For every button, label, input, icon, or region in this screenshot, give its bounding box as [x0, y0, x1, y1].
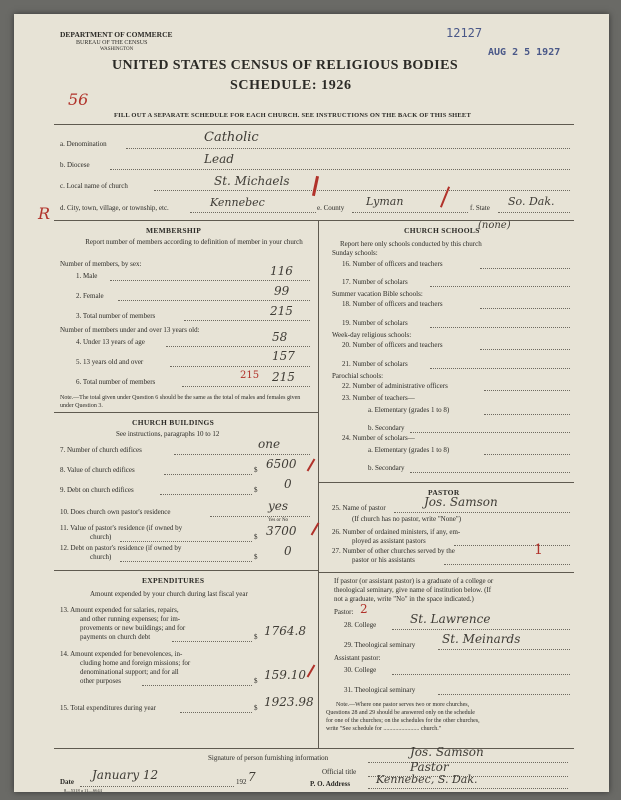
- dotted-line: [184, 320, 310, 321]
- q7-value: one: [258, 437, 281, 451]
- dotted-line: [410, 432, 570, 433]
- buildings-heading: CHURCH BUILDINGS: [132, 418, 215, 427]
- q4-value: 58: [272, 330, 288, 344]
- schools-heading: CHURCH SCHOOLS: [404, 226, 480, 235]
- summer-label: Summer vacation Bible schools:: [332, 290, 423, 298]
- bureau-label: BUREAU OF THE CENSUS: [76, 40, 148, 46]
- q14-label-d: other purposes: [80, 677, 122, 685]
- dotted-line: [80, 786, 234, 787]
- weekday-label: Week-day religious schools:: [332, 331, 412, 339]
- dotted-line: [394, 512, 570, 513]
- q6-value: 215: [272, 370, 295, 384]
- grad-note-c: not a graduate, write "No" in the space indicated.): [334, 595, 474, 603]
- q25-value: Jos. Samson: [424, 495, 498, 509]
- q2-label: 2. Female: [76, 292, 104, 300]
- grad-note-a: If pastor (or assistant pastor) is a graduate of a college or: [334, 577, 494, 585]
- dotted-line: [142, 685, 252, 686]
- q26-label-b: ployed as assistant pastors: [352, 537, 426, 545]
- year-prefix: 192: [236, 778, 247, 786]
- county-value: Lyman: [366, 195, 404, 208]
- q27-label-a: 27. Number of other churches served by the: [332, 547, 455, 555]
- under13-label: Number of members under and over 13 years old:: [60, 326, 200, 334]
- schools-intro: Report here only schools conducted by this church: [340, 240, 482, 248]
- q28-value: St. Lawrence: [410, 612, 491, 626]
- dotted-line: [190, 212, 316, 213]
- form-title: UNITED STATES CENSUS OF RELIGIOUS BODIES: [112, 58, 459, 73]
- dotted-line: [438, 649, 570, 650]
- q14-value: 159.10: [264, 668, 306, 682]
- date-label: Date: [60, 778, 74, 786]
- dollar-sign: $: [254, 533, 258, 541]
- q14-label-c: denominational support; and for all: [80, 668, 179, 676]
- print-code: 8—5318 a 11—6644: [64, 788, 102, 792]
- dotted-line: [172, 641, 252, 642]
- pastor-note-c: for one of the churches; on the schedules for the other churches,: [326, 718, 480, 724]
- dotted-line: [454, 545, 570, 546]
- dotted-line: [410, 472, 570, 473]
- q14-label-a: 14. Amount expended for benevolences, in-: [60, 650, 183, 658]
- signature-label: Signature of person furnishing information: [208, 754, 329, 762]
- pastor-note-a: Note.—Where one pastor serves two or more churches,: [336, 702, 470, 708]
- dotted-line: [126, 148, 570, 149]
- membership-note: Note.—The total given under Question 6 should be the same as the total of males and females given under Question 3.: [60, 395, 301, 409]
- red-check-mark: [307, 664, 316, 677]
- grad-note-b: theological seminary, give name of institution below. (If: [334, 586, 492, 594]
- q3-label: 3. Total number of members: [76, 312, 156, 320]
- q19-label: 19. Number of scholars: [342, 319, 408, 327]
- dotted-line: [170, 366, 310, 367]
- pastor-note-d: write "See schedule for ........................ church.": [326, 726, 442, 732]
- q23b-label: b. Secondary: [368, 424, 405, 432]
- q26-label-a: 26. Number of ordained ministers, if any, em-: [332, 528, 461, 536]
- red-check-mark: [307, 458, 316, 471]
- dotted-line: [182, 386, 310, 387]
- signature-value: Jos. Samson: [410, 745, 484, 759]
- q25-note: (If church has no pastor, write "None"): [352, 515, 462, 523]
- dotted-line: [430, 286, 570, 287]
- q11-label-b: church): [90, 533, 112, 541]
- q8-label: 8. Value of church edifices: [60, 466, 135, 474]
- dollar-sign: $: [254, 553, 258, 561]
- q13-label-b: and other running expenses; for im-: [80, 615, 181, 623]
- red-check-mark: [312, 176, 319, 196]
- rule: [54, 570, 318, 571]
- dotted-line: [120, 541, 252, 542]
- q28-label: 28. College: [344, 621, 377, 629]
- column-divider: [318, 220, 319, 748]
- pastor-sub-label: Pastor:: [334, 608, 354, 616]
- q12-value: 0: [284, 544, 292, 558]
- dotted-line: [110, 280, 310, 281]
- dotted-line: [210, 516, 310, 517]
- yes-no-hint: Yes or No: [268, 518, 289, 523]
- city-label: WASHINGTON: [100, 47, 134, 52]
- dotted-line: [392, 674, 570, 675]
- q13-label-a: 13. Amount expended for salaries, repairs,: [60, 606, 179, 614]
- rule: [54, 412, 318, 413]
- q15-label: 15. Total expenditures during year: [60, 704, 156, 712]
- dotted-line: [438, 694, 570, 695]
- denomination-value: Catholic: [204, 130, 259, 145]
- dotted-line: [430, 327, 570, 328]
- q1-value: 116: [270, 264, 293, 278]
- q20-label: 20. Number of officers and teachers: [342, 341, 443, 349]
- q18-label: 18. Number of officers and teachers: [342, 300, 443, 308]
- dotted-line: [164, 474, 252, 475]
- year-digit: 7: [248, 770, 256, 784]
- q27-label-b: pastor or his assistants: [352, 556, 415, 564]
- q9-label: 9. Debt on church edifices: [60, 486, 134, 494]
- q11-value: 3700: [266, 524, 297, 538]
- dotted-line: [110, 169, 570, 170]
- dotted-line: [480, 308, 570, 309]
- q27-value: 1: [534, 542, 543, 558]
- q13-label-c: provements or new buildings; and for: [80, 624, 186, 632]
- schools-none: (none): [478, 220, 511, 231]
- q6-label: 6. Total number of members: [76, 378, 156, 386]
- state-label: f. State: [470, 204, 490, 212]
- parochial-label: Parochial schools:: [332, 372, 384, 380]
- q13-label-d: payments on church debt: [80, 633, 151, 641]
- q10-label: 10. Does church own pastor's residence: [60, 508, 171, 516]
- dotted-line: [480, 268, 570, 269]
- denomination-label: a. Denomination: [60, 140, 107, 148]
- q8-value: 6500: [266, 457, 297, 471]
- census-schedule-page: [14, 14, 609, 792]
- expenditures-sub: Amount expended by your church during last fiscal year: [90, 590, 248, 598]
- church-name-label: c. Local name of church: [60, 182, 128, 190]
- q23a-label: a. Elementary (grades 1 to 8): [368, 406, 450, 414]
- official-title-value: Pastor: [410, 760, 449, 774]
- rule: [54, 748, 574, 749]
- handwritten-number: 56: [68, 90, 89, 109]
- membership-heading: MEMBERSHIP: [146, 226, 202, 235]
- po-address-label: P. O. Address: [310, 780, 351, 788]
- margin-mark: R: [38, 204, 51, 223]
- q17-label: 17. Number of scholars: [342, 278, 408, 286]
- dotted-line: [154, 190, 570, 191]
- schedule-title: SCHEDULE: 1926: [230, 78, 352, 93]
- q24a-label: a. Elementary (grades 1 to 8): [368, 446, 450, 454]
- expenditures-heading: EXPENDITURES: [142, 576, 205, 585]
- dotted-line: [160, 494, 252, 495]
- dotted-line: [166, 346, 310, 347]
- assistant-label: Assistant pastor:: [334, 654, 381, 662]
- pastor-heading: PASTOR: [428, 488, 460, 497]
- rule: [54, 124, 574, 125]
- dotted-line: [484, 414, 570, 415]
- pastor-red-mark: 2: [360, 602, 368, 616]
- q21-label: 21. Number of scholars: [342, 360, 408, 368]
- dollar-sign: $: [254, 486, 258, 494]
- buildings-sub: See instructions, paragraphs 10 to 12: [116, 430, 220, 438]
- date-received-stamp: AUG 2 5 1927: [488, 47, 561, 58]
- q14-label-b: cluding home and foreign missions; for: [80, 659, 191, 667]
- q24b-label: b. Secondary: [368, 464, 405, 472]
- pastor-note-b: Questions 28 and 29 should be answered only on the schedule: [326, 710, 475, 716]
- dollar-sign: $: [254, 466, 258, 474]
- q31-label: 31. Theological seminary: [344, 686, 416, 694]
- q12-label-b: church): [90, 553, 112, 561]
- q29-label: 29. Theological seminary: [344, 641, 416, 649]
- dotted-line: [484, 390, 570, 391]
- q10-value: yes: [268, 499, 289, 513]
- q1-label: 1. Male: [76, 272, 98, 280]
- rule: [318, 482, 574, 483]
- dollar-sign: $: [254, 677, 258, 685]
- q11-label-a: 11. Value of pastor's residence (if owned by: [60, 524, 183, 532]
- instruction-line: FILL OUT A SEPARATE SCHEDULE FOR EACH CHURCH. SEE INSTRUCTIONS ON THE BACK OF THIS SHEET: [114, 112, 472, 119]
- diocese-label: b. Diocese: [60, 161, 90, 169]
- dotted-line: [368, 788, 568, 789]
- dollar-sign: $: [254, 633, 258, 641]
- q9-value: 0: [284, 477, 292, 491]
- q13-value: 1764.8: [264, 624, 306, 638]
- q5-label: 5. 13 years old and over: [76, 358, 144, 366]
- by-sex-label: Number of members, by sex:: [60, 260, 142, 268]
- official-title-label: Official title: [322, 768, 357, 776]
- dotted-line: [430, 368, 570, 369]
- dotted-line: [368, 762, 568, 763]
- dotted-line: [120, 561, 252, 562]
- city-label: d. City, town, village, or township, etc.: [60, 204, 169, 212]
- po-address-value: Kennebec, S. Dak.: [376, 773, 478, 786]
- q7-label: 7. Number of church edifices: [60, 446, 142, 454]
- membership-intro: Report number of members according to definition of member in your church: [85, 238, 303, 246]
- dept-label: DEPARTMENT OF COMMERCE: [60, 30, 173, 39]
- q16-label: 16. Number of officers and teachers: [342, 260, 443, 268]
- q29-value: St. Meinards: [442, 632, 521, 646]
- q4-label: 4. Under 13 years of age: [76, 338, 145, 346]
- q5-value: 157: [272, 349, 295, 363]
- dotted-line: [174, 454, 310, 455]
- city-value: Kennebec: [210, 196, 265, 209]
- dotted-line: [444, 564, 570, 565]
- q6-red-value: 215: [240, 370, 260, 381]
- dotted-line: [392, 629, 570, 630]
- date-value: January 12: [92, 768, 159, 782]
- q30-label: 30. College: [344, 666, 377, 674]
- form-number-stamp: 12127: [446, 26, 483, 40]
- q3-value: 215: [270, 304, 293, 318]
- church-name-value: St. Michaels: [214, 174, 290, 188]
- county-label: e. County: [317, 204, 345, 212]
- state-value: So. Dak.: [508, 195, 555, 208]
- q25-label: 25. Name of pastor: [332, 504, 386, 512]
- q15-value: 1923.98: [264, 695, 314, 709]
- dotted-line: [498, 212, 570, 213]
- q23-label: 23. Number of teachers—: [342, 394, 415, 402]
- sunday-label: Sunday schools:: [332, 249, 378, 257]
- q22-label: 22. Number of administrative officers: [342, 382, 448, 390]
- q24-label: 24. Number of scholars—: [342, 434, 415, 442]
- dotted-line: [118, 300, 310, 301]
- q2-value: 99: [274, 284, 290, 298]
- diocese-value: Lead: [204, 152, 234, 166]
- dollar-sign: $: [254, 704, 258, 712]
- dotted-line: [352, 212, 468, 213]
- dotted-line: [484, 454, 570, 455]
- q12-label-a: 12. Debt on pastor's residence (if owned by: [60, 544, 182, 552]
- dotted-line: [480, 349, 570, 350]
- rule: [318, 572, 574, 573]
- dotted-line: [180, 712, 252, 713]
